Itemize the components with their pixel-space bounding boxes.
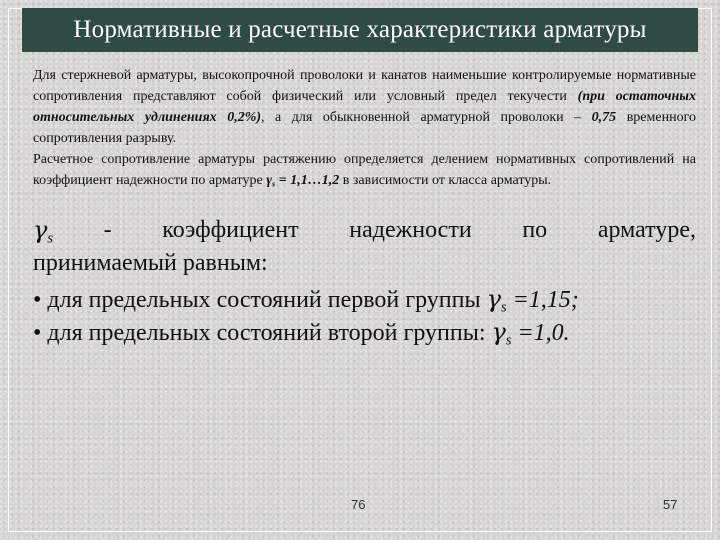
paragraph-design	[33, 149, 696, 195]
gamma-definition-word-2: надежности	[349, 217, 472, 243]
paragraph-normative	[33, 65, 696, 149]
paragraph-normative-emphasis: (при остаточных относительных удлинениях 0,2%)	[33, 89, 696, 125]
gamma-subscript: s	[272, 179, 276, 189]
gamma-definition-word-4: арматуре,	[597, 217, 696, 243]
gamma-symbol: γ	[266, 173, 273, 188]
gamma-definition-line-2: принимаемый равным:	[33, 250, 268, 276]
title-bar	[22, 8, 698, 52]
paragraph-design-text-1: Расчетное сопротивление арматуры растяжению определяется делением нормативных сопротивлений на коэффициент надежности по арматуре	[33, 152, 696, 188]
bullet-second-group-text: • для предельных состояний второй группы:	[33, 320, 492, 346]
paragraph-normative-text-1: Для стержневой арматуры, высокопрочной проволоки и канатов наименьшие контролируемые нормативные сопротивления представляют собой физический или условный предел текучести	[33, 68, 696, 104]
gamma-range: = 1,1…1,2	[275, 173, 340, 188]
paragraph-normative-text-3: временного сопротивления разрыву.	[33, 110, 696, 146]
paragraph-design-text-2: в зависимости от класса арматуры.	[339, 173, 552, 188]
bullet-first-group-text: • для предельных состояний первой группы	[33, 287, 487, 313]
gamma-definition-symbol: $\gamma_s$	[33, 216, 53, 247]
bullet-second-value: =1,0.	[511, 320, 570, 346]
bullet-first-value: =1,15;	[506, 287, 579, 313]
slide-title: Нормативные и расчетные характеристики арматуры	[73, 16, 647, 43]
gamma-definition-word-1: коэффициент	[162, 217, 299, 243]
bullet-first-subscript: s	[500, 299, 507, 316]
paragraph-normative-text-2: , а для обыкновенной арматурной проволоки –	[261, 110, 592, 125]
bullet-second-gamma: γ	[491, 318, 506, 346]
gamma-definition-word-3: по	[522, 217, 548, 243]
slide-number: 57	[663, 497, 678, 512]
paragraph-normative-value: 0,75	[591, 110, 617, 125]
bullet-second-group	[33, 316, 696, 357]
bullet-second-subscript: s	[505, 332, 512, 349]
bullet-first-gamma: γ	[486, 285, 501, 313]
gamma-definition-dash: -	[103, 217, 112, 243]
page-number-center: 76	[351, 497, 366, 512]
